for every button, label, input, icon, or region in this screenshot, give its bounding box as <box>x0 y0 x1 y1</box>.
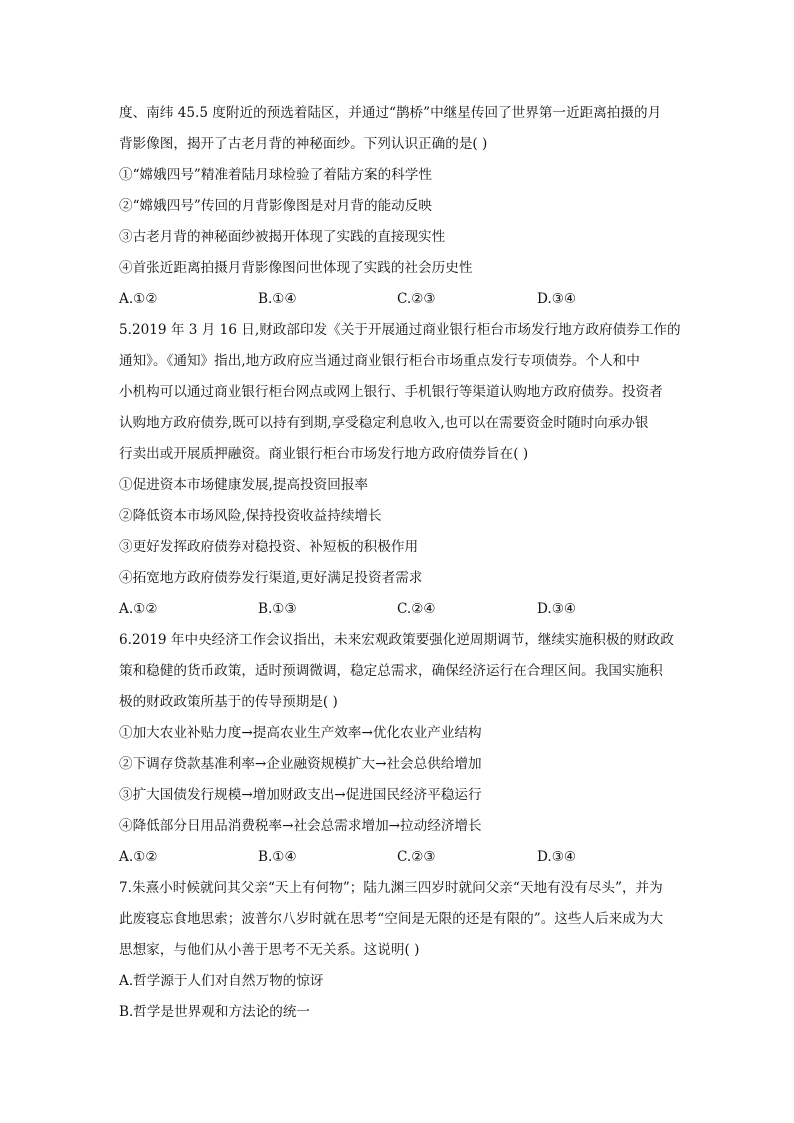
q4-option-c[interactable]: C.②③ <box>397 291 436 307</box>
q4-statement-2: ②“嫦娥四号”传回的月背影像图是对月背的能动反映 <box>119 198 432 214</box>
q6-statement-2: ②下调存贷款基准利率→企业融资规模扩大→社会总供给增加 <box>119 756 482 772</box>
q6-options <box>119 848 679 866</box>
q4-stem-line-2: 背影像图，揭开了古老月背的神秘面纱。下列认识正确的是( ) <box>119 136 488 152</box>
q5-option-c[interactable]: C.②④ <box>397 601 436 617</box>
q5-stem-line-1: 5.2019 年 3 月 16 日,财政部印发《关于开展通过商业银行柜台市场发行地方政府债券工作的 <box>119 322 681 338</box>
q6-statement-1: ①加大农业补贴力度→提高农业生产效率→优化农业产业结构 <box>119 725 482 741</box>
q4-option-a[interactable]: A.①② <box>119 291 158 307</box>
q5-statement-3: ③更好发挥政府债券对稳投资、补短板的积极作用 <box>119 539 419 555</box>
q6-option-c[interactable]: C.②③ <box>397 849 436 865</box>
q5-stem-line-2: 通知》。《通知》指出,地方政府应当通过商业银行柜台市场重点发行专项债券。个人和中 <box>119 353 640 369</box>
q6-option-d[interactable]: D.③④ <box>537 849 577 865</box>
q5-stem-line-4: 认购地方政府债券,既可以持有到期,享受稳定利息收入,也可以在需要资金时随时向承办银 <box>119 415 649 431</box>
q4-options <box>119 290 679 308</box>
q5-statement-4: ④拓宽地方政府债券发行渠道,更好满足投资者需求 <box>119 570 423 586</box>
q6-option-a[interactable]: A.①② <box>119 849 158 865</box>
q6-statement-4: ④降低部分日用品消费税率→社会总需求增加→拉动经济增长 <box>119 818 482 834</box>
q4-statement-4: ④首张近距离拍摄月背影像图问世体现了实践的社会历史性 <box>119 260 473 276</box>
q4-option-d[interactable]: D.③④ <box>537 291 577 307</box>
q6-stem-line-1: 6.2019 年中央经济工作会议指出，未来宏观政策要强化逆周期调节，继续实施积极的财政政 <box>119 632 674 648</box>
q6-statement-3: ③扩大国债发行规模→增加财政支出→促进国民经济平稳运行 <box>119 787 482 803</box>
q4-stem-line-1: 度、南纬 45.5 度附近的预选着陆区，并通过“鹊桥”中继星传回了世界第一近距离拍摄的月 <box>119 105 662 121</box>
q5-options <box>119 600 679 618</box>
q5-option-a[interactable]: A.①② <box>119 601 158 617</box>
q4-option-b[interactable]: B.①④ <box>258 291 297 307</box>
q4-statement-1: ①“嫦娥四号”精准着陆月球检验了着陆方案的科学性 <box>119 167 432 183</box>
q6-stem-line-3: 极的财政政策所基于的传导预期是( ) <box>119 694 338 710</box>
q7-stem-line-2: 此废寝忘食地思索；波普尔八岁时就在思考“空间是无限的还是有限的”。这些人后来成为大 <box>119 911 664 927</box>
q7-option-b[interactable]: B.哲学是世界观和方法论的统一 <box>119 1004 311 1020</box>
q5-stem-line-5: 行卖出或开展质押融资。商业银行柜台市场发行地方政府债券旨在( ) <box>119 446 529 462</box>
q4-statement-3: ③古老月背的神秘面纱被揭开体现了实践的直接现实性 <box>119 229 446 245</box>
q7-stem-line-1: 7.朱熹小时候就问其父亲“天上有何物”；陆九渊三四岁时就问父亲“天地有没有尽头”，并为 <box>119 880 663 896</box>
q6-option-b[interactable]: B.①④ <box>258 849 297 865</box>
q5-option-b[interactable]: B.①③ <box>258 601 297 617</box>
q5-statement-1: ①促进资本市场健康发展,提高投资回报率 <box>119 477 369 493</box>
q5-statement-2: ②降低资本市场风险,保持投资收益持续增长 <box>119 508 382 524</box>
q7-stem-line-3: 思想家，与他们从小善于思考不无关系。这说明( ) <box>119 942 420 958</box>
q5-stem-line-3: 小机构可以通过商业银行柜台网点或网上银行、手机银行等渠道认购地方政府债券。投资者 <box>119 384 663 400</box>
q5-option-d[interactable]: D.③④ <box>537 601 577 617</box>
q7-option-a[interactable]: A.哲学源于人们对自然万物的惊讶 <box>119 973 324 989</box>
q6-stem-line-2: 策和稳健的货币政策，适时预调微调，稳定总需求，确保经济运行在合理区间。我国实施积 <box>119 663 663 679</box>
